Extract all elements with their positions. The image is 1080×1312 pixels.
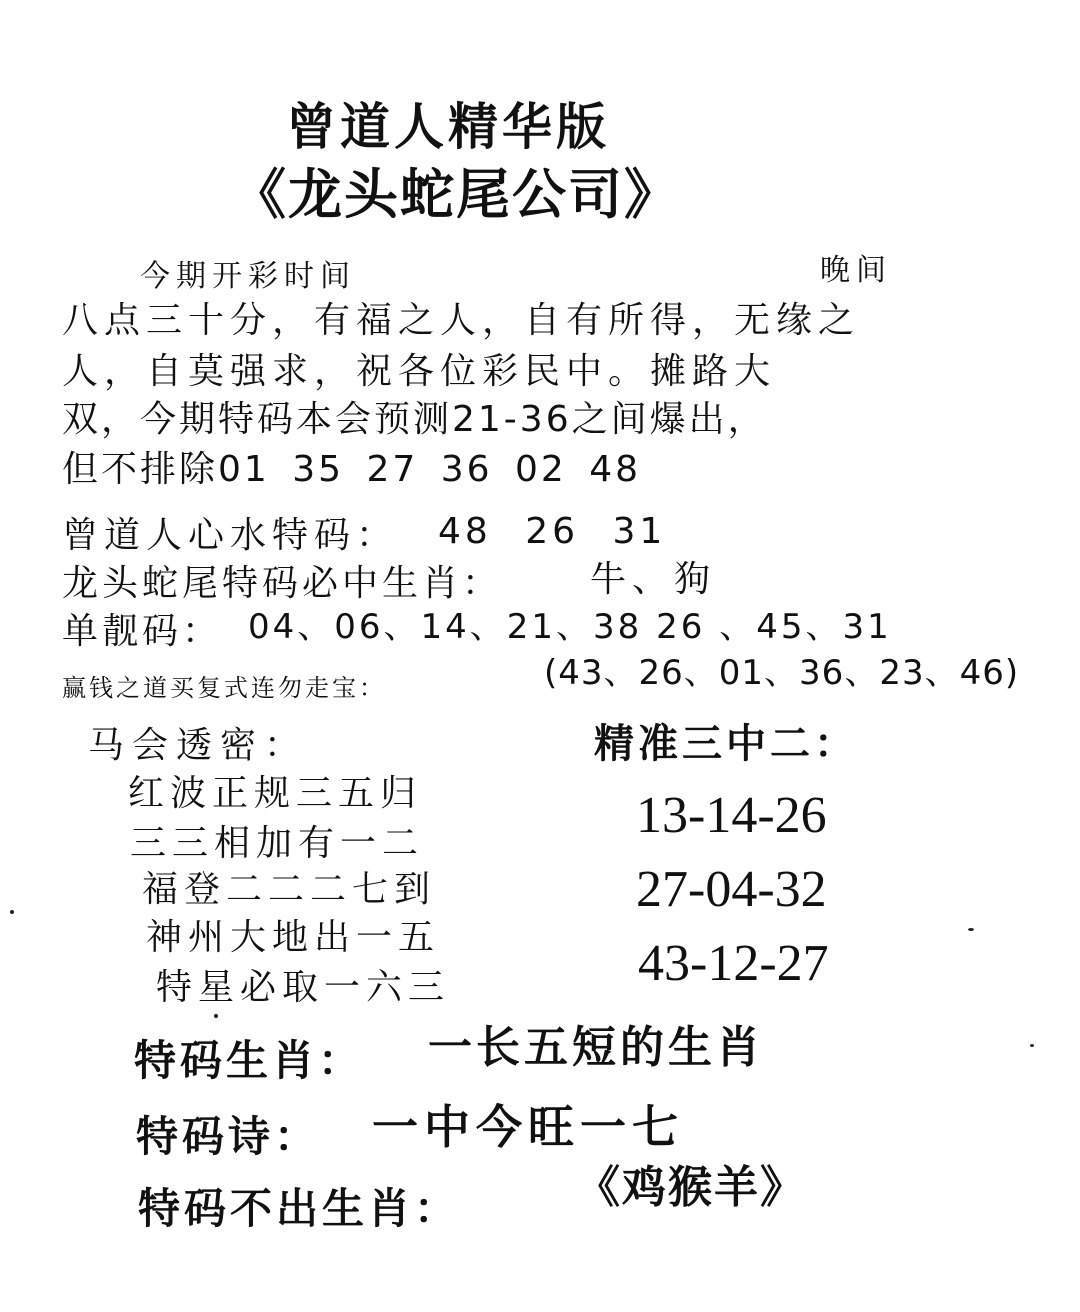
combo-label: 赢钱之道买复式连勿走宝： [62,674,386,702]
water-code-label: 曾道人心水特码： [62,515,399,556]
scan-speck [214,1014,218,1018]
draw-time-label: 今期开彩时间 [140,259,356,294]
intro-line-3: 双，今期特码本会预测21-36之间爆出， [62,399,767,440]
racing-line: 红波正规三五归 [128,773,423,814]
precise-set: 43-12-27 [638,935,829,992]
special-zodiac-value: 一长五短的生肖 [428,1022,764,1073]
zodiac-pick-label: 龙头蛇尾特码必中生肖： [62,563,503,604]
page-subtitle: 《龙头蛇尾公司》 [232,163,680,226]
single-code-value: 04、06、14、21、38 26 、45、31 [248,607,892,647]
scan-speck [968,928,974,931]
draw-time-evening: 晚间 [820,253,892,288]
water-code-value: 48 26 31 [438,511,667,552]
scan-speck [10,910,14,914]
racing-line: 福登二二二七到 [142,869,437,910]
excluded-zodiac-label: 特码不出生肖： [138,1184,461,1233]
special-poem-label: 特码诗： [136,1112,321,1161]
intro-line-1: 八点三十分，有福之人，自有所得，无缘之 [62,300,861,341]
special-poem-value: 一中今旺一七 [372,1100,684,1154]
racing-line: 神州大地出一五 [146,917,441,958]
precise-set: 13-14-26 [636,787,827,844]
combo-value: (43、26、01、36、23、46) [544,653,1020,693]
special-zodiac-label: 特码生肖： [134,1036,365,1085]
scan-speck [1030,1044,1034,1047]
racing-heading: 马会透密： [88,725,309,766]
precise-heading: 精准三中二： [594,721,858,767]
racing-line: 特星必取一六三 [156,967,451,1008]
page-title: 曾道人精华版 [286,98,610,156]
precise-set: 27-04-32 [636,861,827,918]
zodiac-pick-value: 牛、狗 [590,559,717,600]
intro-line-4: 但不排除01 35 27 36 02 48 [62,449,642,490]
excluded-zodiac-value: 《鸡猴羊》 [576,1162,806,1213]
intro-line-2: 人，自莫强求，祝各位彩民中。摊路大 [62,351,777,392]
single-code-label: 单靓码： [62,611,223,652]
racing-line: 三三相加有一二 [130,823,425,864]
